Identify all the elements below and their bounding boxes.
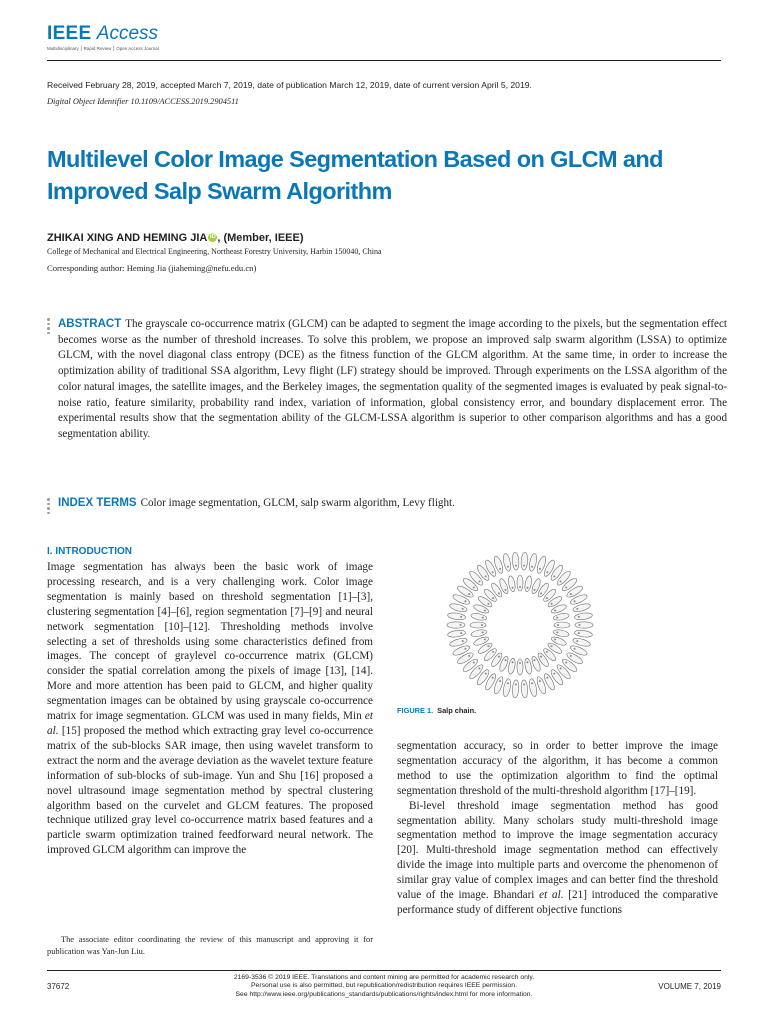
right-para-1: segmentation accuracy, so in order to better improve the image segmentation accuracy of the algorithm, it has become a common method to use the optimization algorithm to find the optimal segmentation threshold of the multi-threshold algorithm [17]–[19]. [397,740,718,797]
figure-caption-text: Salp chain. [437,706,477,715]
authors [47,232,304,244]
left-para-part-1: Image segmentation has always been the basic work of image processing research, and is a very challenging work. Color image segmentation is mainly based on threshold segmentation [1]–[3], clustering segmentation [4]–[6], region segmentation [7]–[9] and neural network segmentation [10]–[12]. Thresholding methods involve selecting a set of thresholds using some characteristics defined from images. The concept of graylevel co-occurrence matrix (GLCM) consider the spatial correlation among the pixels of image [13], [14]. More and more attention has been paid to GLCM, and higher quality segmentation images can be obtained by using grayscale co-occurrence matrix for image segmentation. GLCM was used in many fields, Min [47,561,373,723]
abstract-label: ABSTRACT [58,318,122,330]
volume: VOLUME 7, 2019 [658,982,721,991]
footnote: The associate editor coordinating the review of this manuscript and approving it for publication was Yan-Jun Liu. [47,935,373,956]
page-number: 37672 [47,982,70,991]
orcid-icon[interactable]: iD [209,234,216,240]
salp-chain-figure [402,547,634,699]
figure-caption [397,706,476,715]
et-al-2: et al. [539,889,564,902]
abstract [58,317,727,443]
abstract-text: The grayscale co-occurrence matrix (GLCM) can be adapted to segment the image according to the pixels, but the segmentation effect becomes worse as the number of threshold increases. To solve this problem, we propose an improved salp swarm algorithm (LSSA) to optimize GLCM, with the novel diagonal class entropy (DCE) as the fitness function of the GLCM algorithm. At the same time, in order to increase the optimization ability of traditional SSA algorithm, Levy flight (LF) strategy should be improved. Through experiments on the LSSA algorithm of the color natural images, the satellite images, and the Berkeley images, the segmentation quality of the segmented images is evaluated by peak signal-to-noise ratio, feature similarity, probability rand index, variation of information, global consistency error, and boundary displacement error. The experimental results show that the segmentation ability of the GLCM-LSSA algorithm is superior to other comparison algorithms and has a good segmentation ability. [58,318,727,440]
author-names: ZHIKAI XING AND HEMING JIA [47,232,208,244]
footer-rule [47,970,721,971]
copyright-line-3[interactable]: See http://www.ieee.org/publications_standards/publications/rights/index.html for more information. [235,990,533,998]
index-terms-label: INDEX TERMS [58,497,137,509]
copyright-line-1: 2169-3536 © 2019 IEEE. Translations and content mining are permitted for academic research only. [233,974,535,981]
right-column-text [397,739,718,918]
copyright-line-2: Personal use is also permitted, but republication/redistribution requires IEEE permission. [251,982,517,990]
right-para-2-part-1: Bi-level threshold image segmentation method has good segmentation ability. Many scholars study multi-threshold image segmentation method to improve the image segmentation accuracy [20]. Multi-threshold image segmentation method can effectively divide the image into multiple parts and overcome the phenomenon of similar gray value of complex images and can better find the threshold value of the image. Bhandari [397,799,718,902]
logo-ieee: IEEE [47,23,92,44]
doi[interactable]: Digital Object Identifier 10.1109/ACCESS.2019.2904511 [47,97,239,106]
index-terms [58,497,455,509]
left-para-part-2: [15] proposed the method which extracting gray level co-occurrence matrix of the sub-blocks SAR image, then using wavelet transform to extract the norm and the average deviation as the wavelet texture feature information of sub-blocks of sub-image. Yun and Shu [16] proposed a novel ultrasound image segmentation method by spectral clustering algorithm based on the curvelet and GLCM features. The proposed technique utilized gray level co-occurrence matrix based features and a particle swarm optimization trained feedforward neural network. The improved GLCM algorithm can improve the [47,724,373,857]
corresponding-author: Corresponding author: Heming Jia (jiaheming@nefu.edu.cn) [47,263,257,273]
journal-logo [47,24,159,52]
logo-tagline: Multidisciplinary ⎮ Rapid Review ⎮ Open Access Journal [47,46,159,51]
paper-title: Multilevel Color Image Segmentation Based on GLCM and Improved Salp Swarm Algorithm [47,146,663,204]
index-terms-text: Color image segmentation, GLCM, salp swarm algorithm, Levy flight. [140,497,455,509]
logo-wordmark [47,24,159,44]
author-membership: , (Member, IEEE) [217,232,304,244]
affiliation: College of Mechanical and Electrical Engineering, Northeast Forestry University, Harbin 150040, China [47,247,382,256]
section-heading: I. INTRODUCTION [47,546,132,557]
right-para-2-part-2: [21] introduced the comparative performance study of different objective functions [397,889,719,916]
index-terms-dots-icon [47,498,50,516]
figure-label: FIGURE 1. [397,706,434,715]
copyright-notice [0,974,768,999]
et-al-1: et al. [47,710,373,737]
header-rule [47,60,721,61]
received-dates: Received February 28, 2019, accepted March 7, 2019, date of publication March 12, 2019, date of current version April 5, 2019. [47,80,532,90]
left-column-text [47,560,373,858]
logo-access: Access [96,23,159,44]
abstract-dots-icon [47,318,50,336]
right-para-2 [397,799,718,918]
